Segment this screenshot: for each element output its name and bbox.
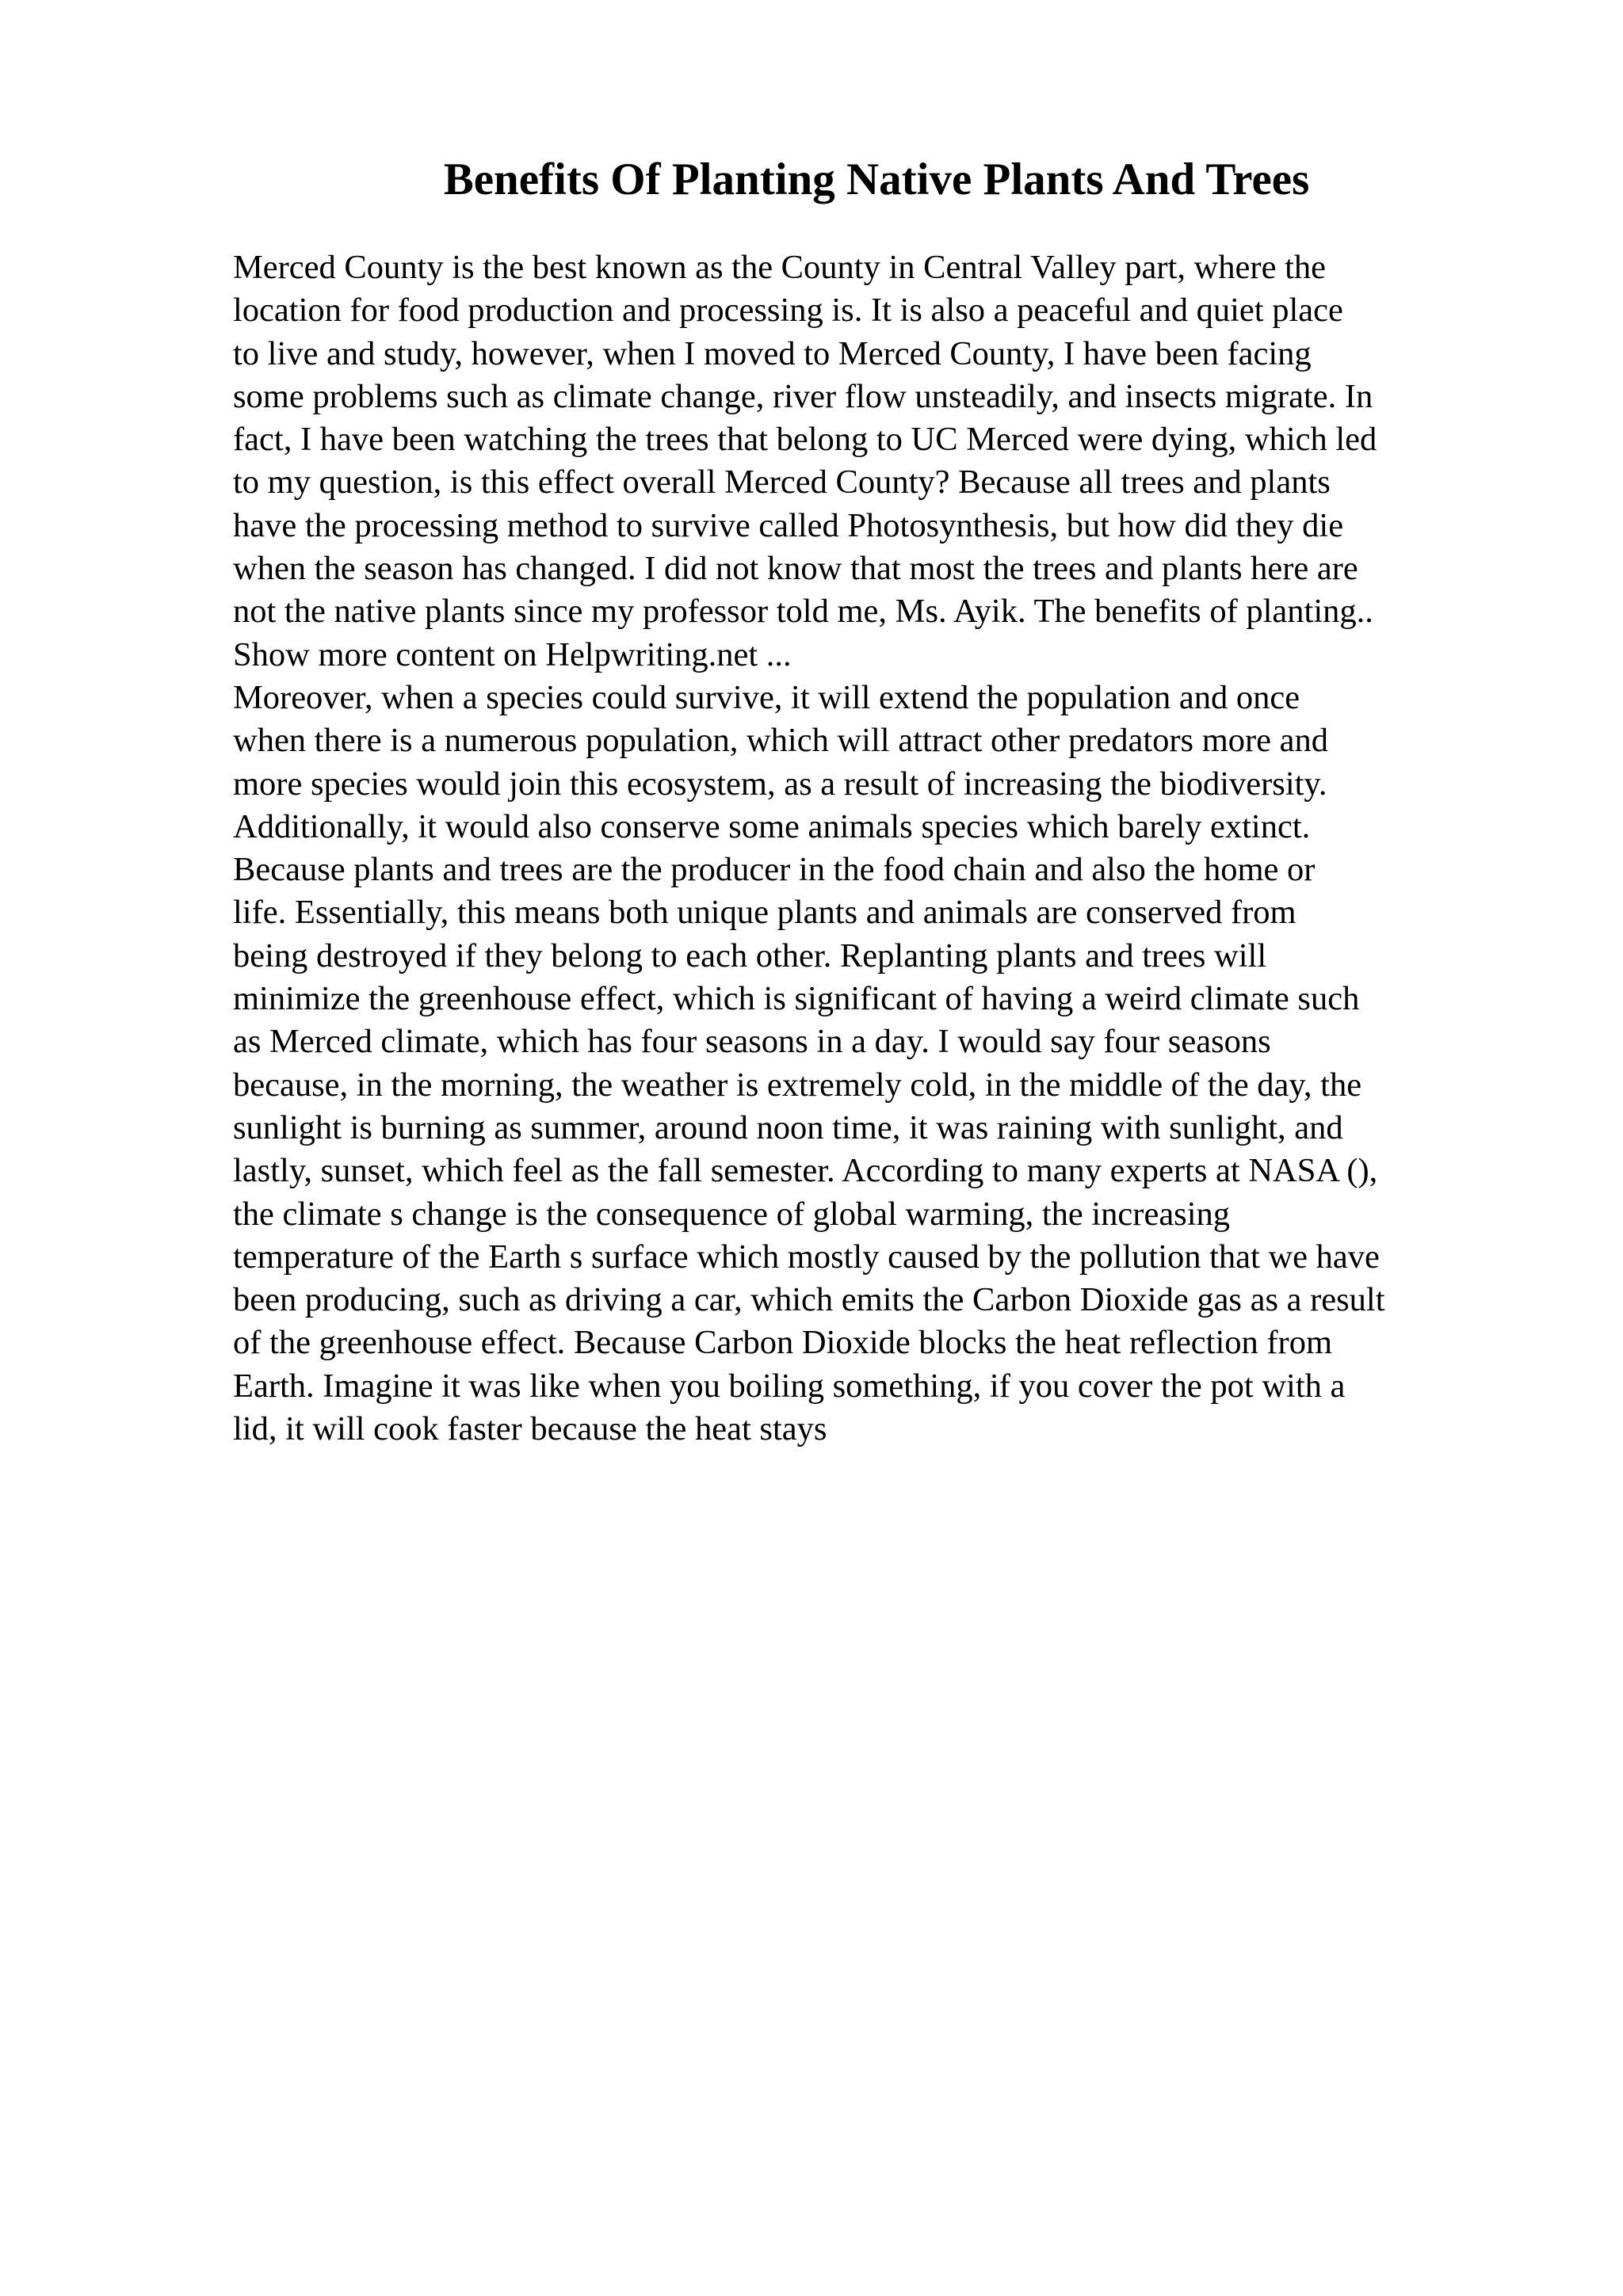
body-line: some problems such as climate change, river flow unsteadily, and insects migrate. In bbox=[233, 377, 1373, 415]
body-line: Merced County is the best known as the County in Central Valley part, where the bbox=[233, 249, 1326, 286]
document-body bbox=[233, 246, 1564, 1451]
body-line: to live and study, however, when I moved to Merced County, I have been facing bbox=[233, 334, 1312, 372]
body-line: Earth. Imagine it was like when you boiling something, if you cover the pot with a bbox=[233, 1367, 1346, 1405]
body-line: fact, I have been watching the trees that belong to UC Merced were dying, which led bbox=[233, 421, 1377, 459]
body-line: more species would join this ecosystem, as a result of increasing the biodiversity. bbox=[233, 765, 1327, 803]
body-line: temperature of the Earth s surface which mostly caused by the pollution that we have bbox=[233, 1238, 1380, 1276]
body-line: when the season has changed. I did not know that most the trees and plants here are bbox=[233, 550, 1358, 588]
show-more-line: Show more content on Helpwriting.net ... bbox=[233, 635, 792, 673]
body-line: lid, it will cook faster because the heat stays bbox=[233, 1410, 827, 1448]
body-line: sunlight is burning as summer, around noon time, it was raining with sunlight, and bbox=[233, 1108, 1343, 1146]
body-line: being destroyed if they belong to each other. Replanting plants and trees will bbox=[233, 936, 1267, 974]
body-line: minimize the greenhouse effect, which is significant of having a weird climate such bbox=[233, 980, 1360, 1018]
body-line: lastly, sunset, which feel as the fall semester. According to many experts at NASA (), bbox=[233, 1152, 1378, 1190]
body-line: because, in the morning, the weather is extremely cold, in the middle of the day, the bbox=[233, 1066, 1362, 1104]
body-line: the climate s change is the consequence of global warming, the increasing bbox=[233, 1195, 1231, 1233]
body-line: location for food production and processing is. It is also a peaceful and quiet place bbox=[233, 292, 1343, 330]
body-line: Additionally, it would also conserve some animals species which barely extinct. bbox=[233, 807, 1311, 845]
body-line: to my question, is this effect overall Merced County? Because all trees and plants bbox=[233, 463, 1331, 502]
body-line: have the processing method to survive called Photosynthesis, but how did they die bbox=[233, 506, 1344, 544]
body-line: not the native plants since my professor told me, Ms. Ayik. The benefits of planting.. bbox=[233, 593, 1373, 631]
document-title: Benefits Of Planting Native Plants And Trees bbox=[443, 154, 1310, 204]
body-line: as Merced climate, which has four seasons in a day. I would say four seasons bbox=[233, 1023, 1271, 1061]
body-line: life. Essentially, this means both unique plants and animals are conserved from bbox=[233, 894, 1296, 932]
body-line: of the greenhouse effect. Because Carbon Dioxide blocks the heat reflection from bbox=[233, 1324, 1333, 1362]
body-line: Moreover, when a species could survive, it will extend the population and once bbox=[233, 678, 1300, 716]
body-line: Because plants and trees are the producer in the food chain and also the home or bbox=[233, 851, 1316, 889]
body-line: been producing, such as driving a car, which emits the Carbon Dioxide gas as a result bbox=[233, 1281, 1385, 1319]
body-line: when there is a numerous population, which will attract other predators more and bbox=[233, 722, 1329, 760]
